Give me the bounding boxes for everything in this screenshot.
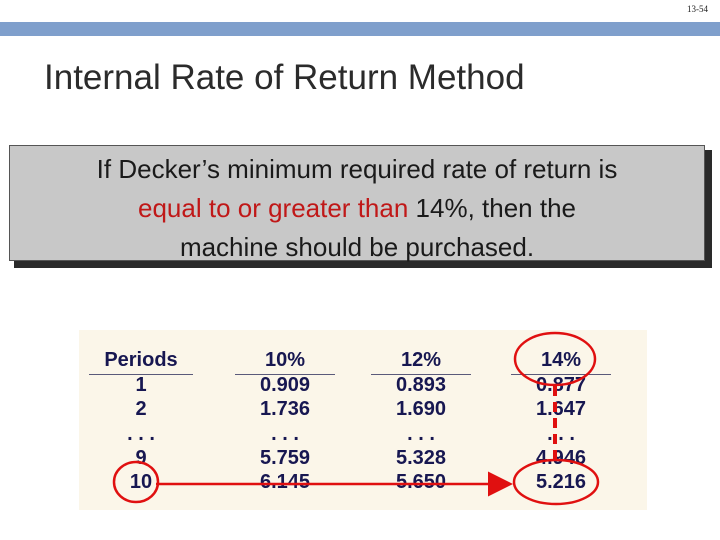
header-periods: Periods [104,349,178,371]
cell: 9 [135,447,147,469]
header-14-percent: 14% [540,349,582,371]
cell: 1.647 [535,398,587,420]
cell: 5.216 [535,471,587,493]
cell: 4.946 [535,447,587,469]
callout-highlight: equal to or greater than [138,193,409,223]
slide-title: Internal Rate of Return Method [44,58,525,97]
cell: 0.877 [535,374,587,396]
cell: 10 [129,471,153,493]
cell: . . . [547,423,575,445]
cell: 5.759 [259,447,311,469]
circle-factor-5216 [514,460,598,504]
callout-line-2-text: 14%, then the [415,193,576,223]
cell: . . . [271,423,299,445]
cell: . . . [127,423,155,445]
cell: 5.650 [395,471,447,493]
cell: 2 [135,398,147,420]
callout-line-3: machine should be purchased. [179,232,535,262]
cell: 1.736 [259,398,311,420]
cell: 0.909 [259,374,311,396]
circle-period-10 [114,462,158,502]
slide-number: 13-54 [687,4,708,14]
callout-line-1: If Decker’s minimum required rate of return is [96,154,618,184]
cell: 5.328 [395,447,447,469]
cell: 6.145 [259,471,311,493]
header-10-percent: 10% [264,349,306,371]
header-12-percent: 12% [400,349,442,371]
cell: 0.893 [395,374,447,396]
cell: 1.690 [395,398,447,420]
cell: 1 [135,374,147,396]
cell: . . . [407,423,435,445]
circle-14-percent-header [515,333,595,385]
